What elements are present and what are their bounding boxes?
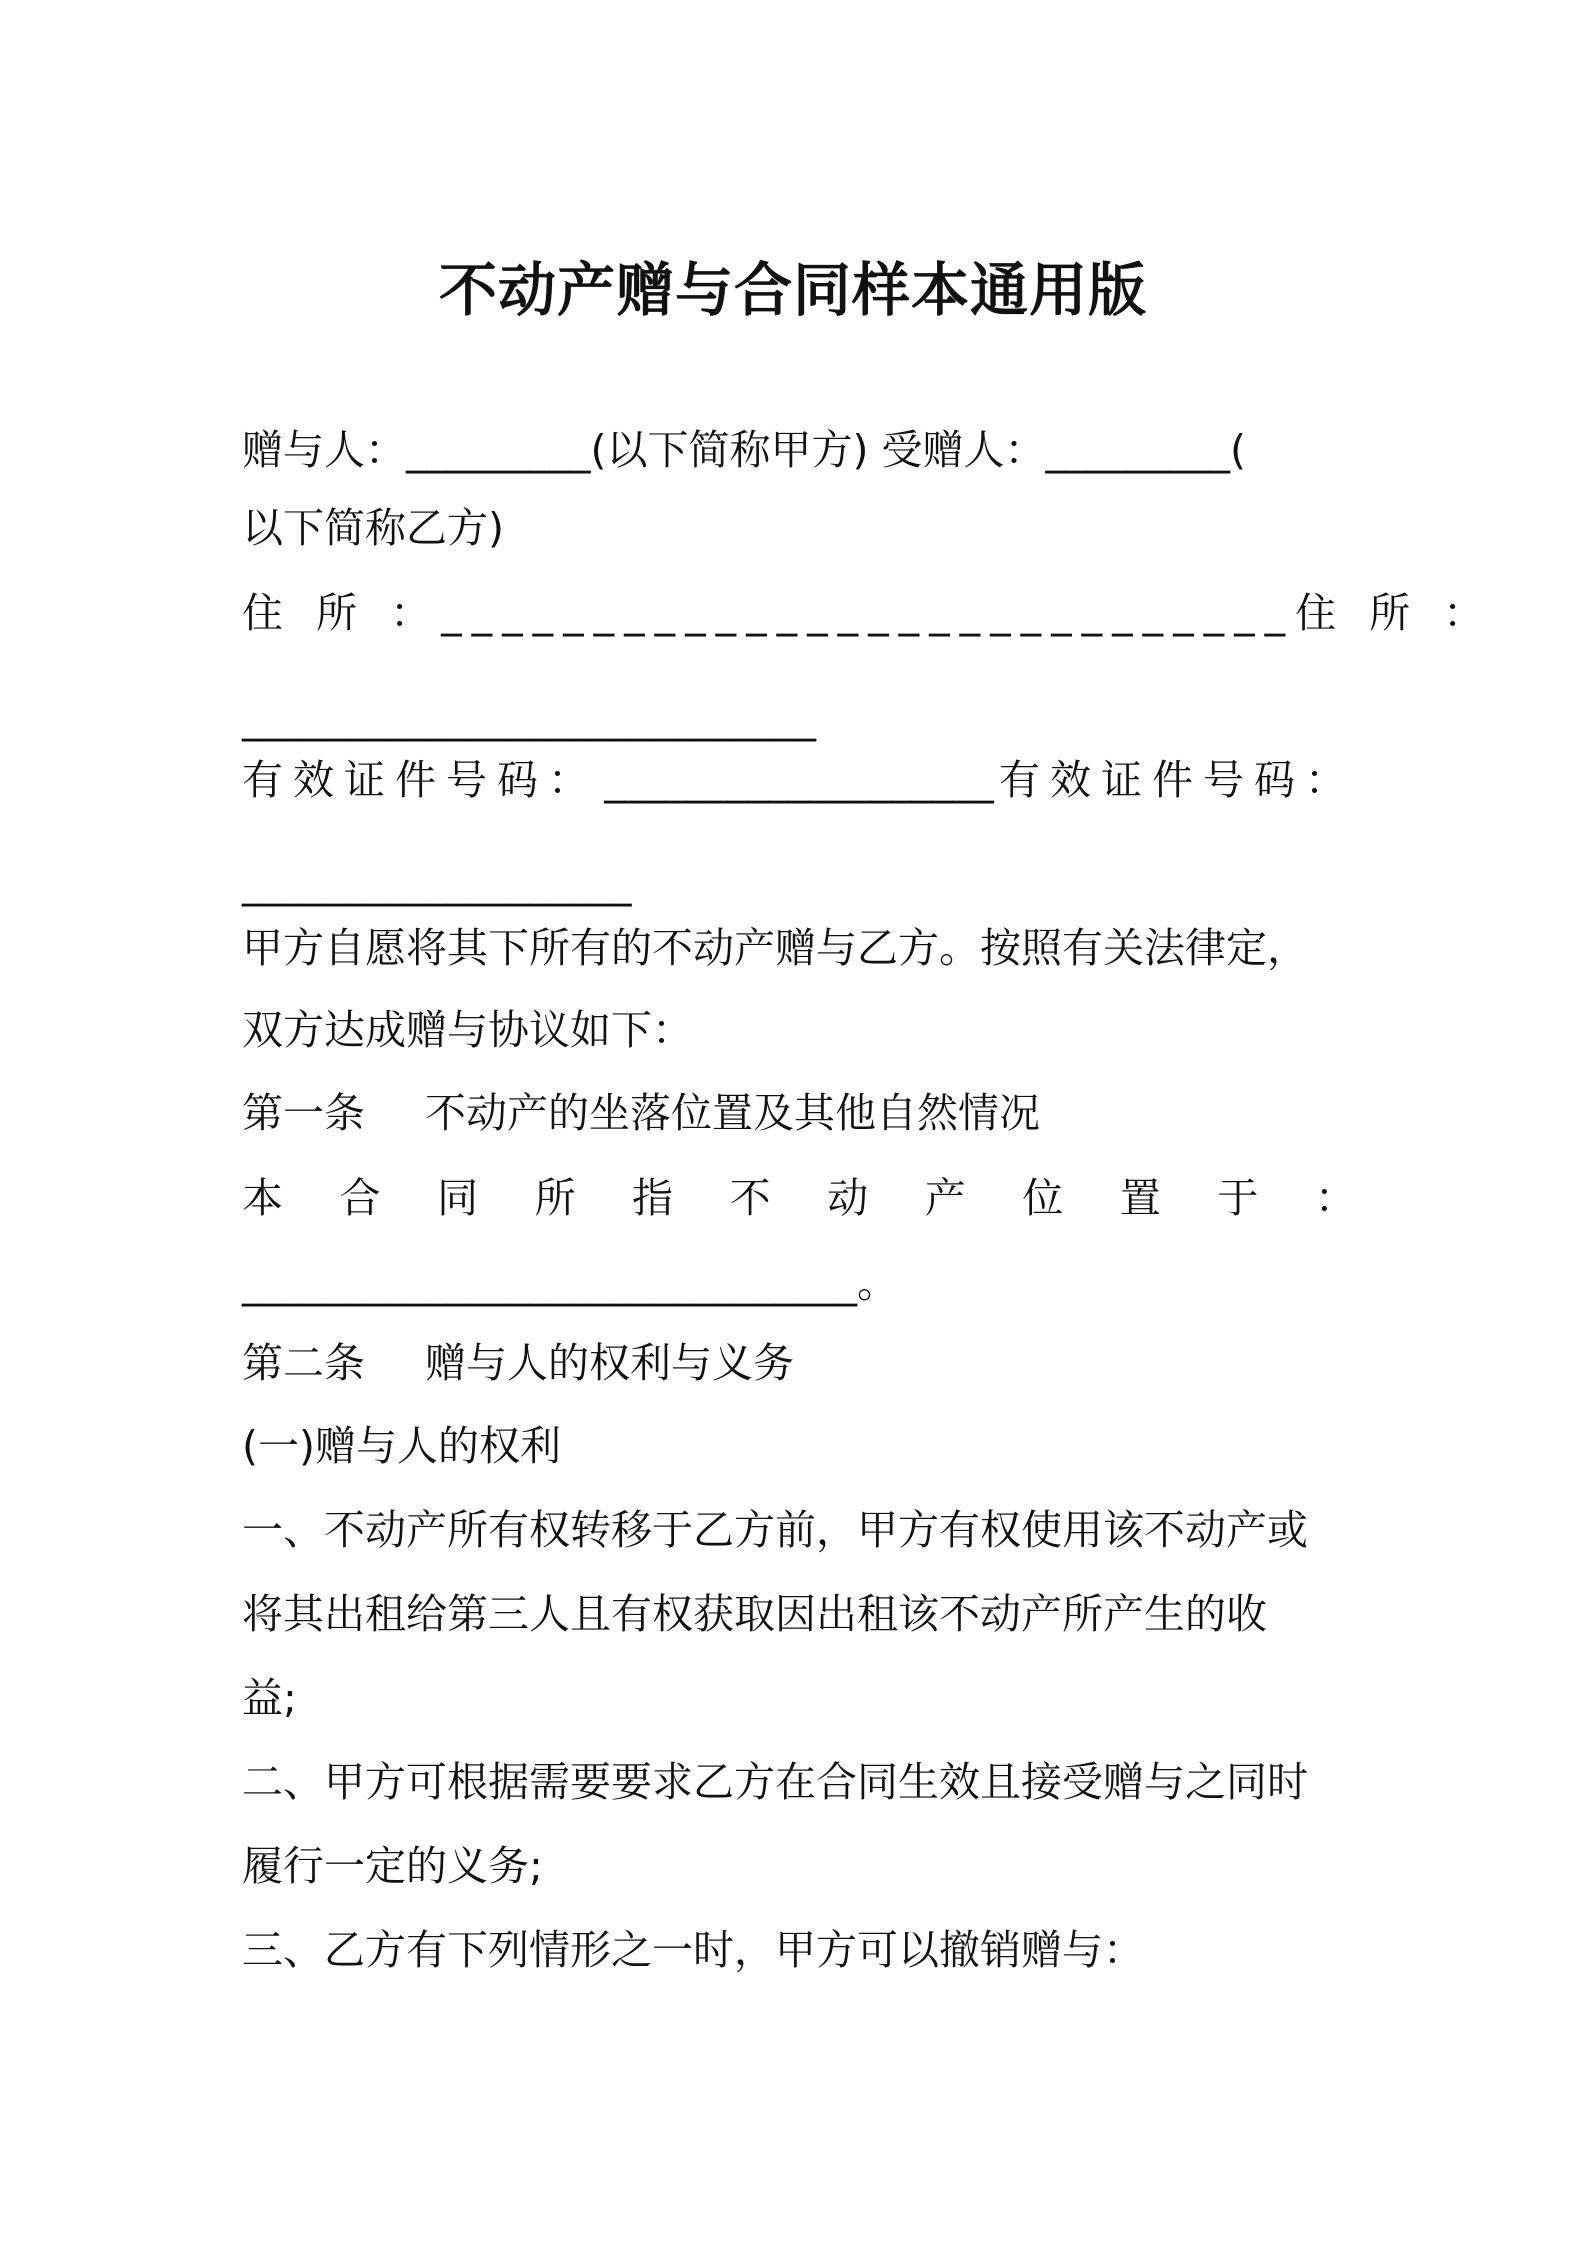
article-2-subheading: (一)赠与人的权利: [242, 1422, 561, 1470]
item-1-line-3: 益;: [242, 1674, 297, 1722]
donee-id-blank: ___________________: [242, 859, 632, 907]
location-char: 位: [1022, 1174, 1064, 1222]
location-char: 动: [827, 1174, 869, 1222]
intro-line-1: 甲方自愿将其下所有的不动产赠与乙方。按照有关法律定，: [242, 924, 1308, 972]
parties-line-2: 以下简称乙方): [242, 504, 504, 552]
parties-line-1: [242, 422, 1356, 478]
location-char: 产: [924, 1174, 966, 1222]
location-char: 所: [534, 1174, 576, 1222]
donee-id-label: 有效证件号码：: [999, 756, 1356, 804]
article-2-number: 第二条: [242, 1339, 365, 1387]
donee-address-blank: ____________________________: [242, 694, 816, 742]
location-char: ：: [1314, 1174, 1356, 1222]
donor-address-blank: ____________________________: [441, 589, 1296, 637]
location-char: 置: [1119, 1174, 1161, 1222]
location-char: 同: [437, 1174, 479, 1222]
article-1-number: 第一条: [242, 1089, 365, 1137]
location-char: 于: [1217, 1174, 1259, 1222]
location-line: [242, 1170, 1356, 1226]
donor-id-label: 有效证件号码：: [242, 756, 599, 804]
article-1-heading: [242, 1085, 1356, 1141]
location-char: 指: [632, 1174, 674, 1222]
item-2-line-2: 履行一定的义务;: [242, 1842, 543, 1890]
document-title: 不动产赠与合同样本通用版: [438, 256, 1147, 324]
id-number-line: [242, 752, 1356, 808]
parties-text-1: 赠与人：_________(以下简称甲方) 受赠人：_________(: [242, 426, 1247, 474]
donor-id-blank: ___________________: [604, 756, 994, 804]
item-1-line-2: 将其出租给第三人且有权获取因出租该不动产所产生的收: [242, 1590, 1267, 1638]
item-3-line-1: 三、乙方有下列情形之一时，甲方可以撤销赠与：: [242, 1926, 1144, 1974]
donor-address-label: 住 所 ：: [242, 589, 442, 637]
article-1-title: 不动产的坐落位置及其他自然情况: [425, 1089, 1040, 1137]
item-2-line-1: 二、甲方可根据需要要求乙方在合同生效且接受赠与之同时: [242, 1758, 1308, 1806]
location-char: 不: [729, 1174, 771, 1222]
location-char: 本: [242, 1174, 283, 1222]
location-char: 合: [339, 1174, 381, 1222]
donee-address-label: 住 所 ：: [1295, 589, 1495, 637]
address-line: [242, 585, 1495, 641]
intro-line-2: 双方达成赠与协议如下：: [242, 1006, 693, 1054]
article-2-heading: [242, 1335, 1356, 1391]
location-blank: ______________________________。: [242, 1259, 898, 1307]
article-2-title: 赠与人的权利与义务: [425, 1339, 794, 1387]
item-1-line-1: 一、不动产所有权转移于乙方前，甲方有权使用该不动产或: [242, 1506, 1308, 1554]
